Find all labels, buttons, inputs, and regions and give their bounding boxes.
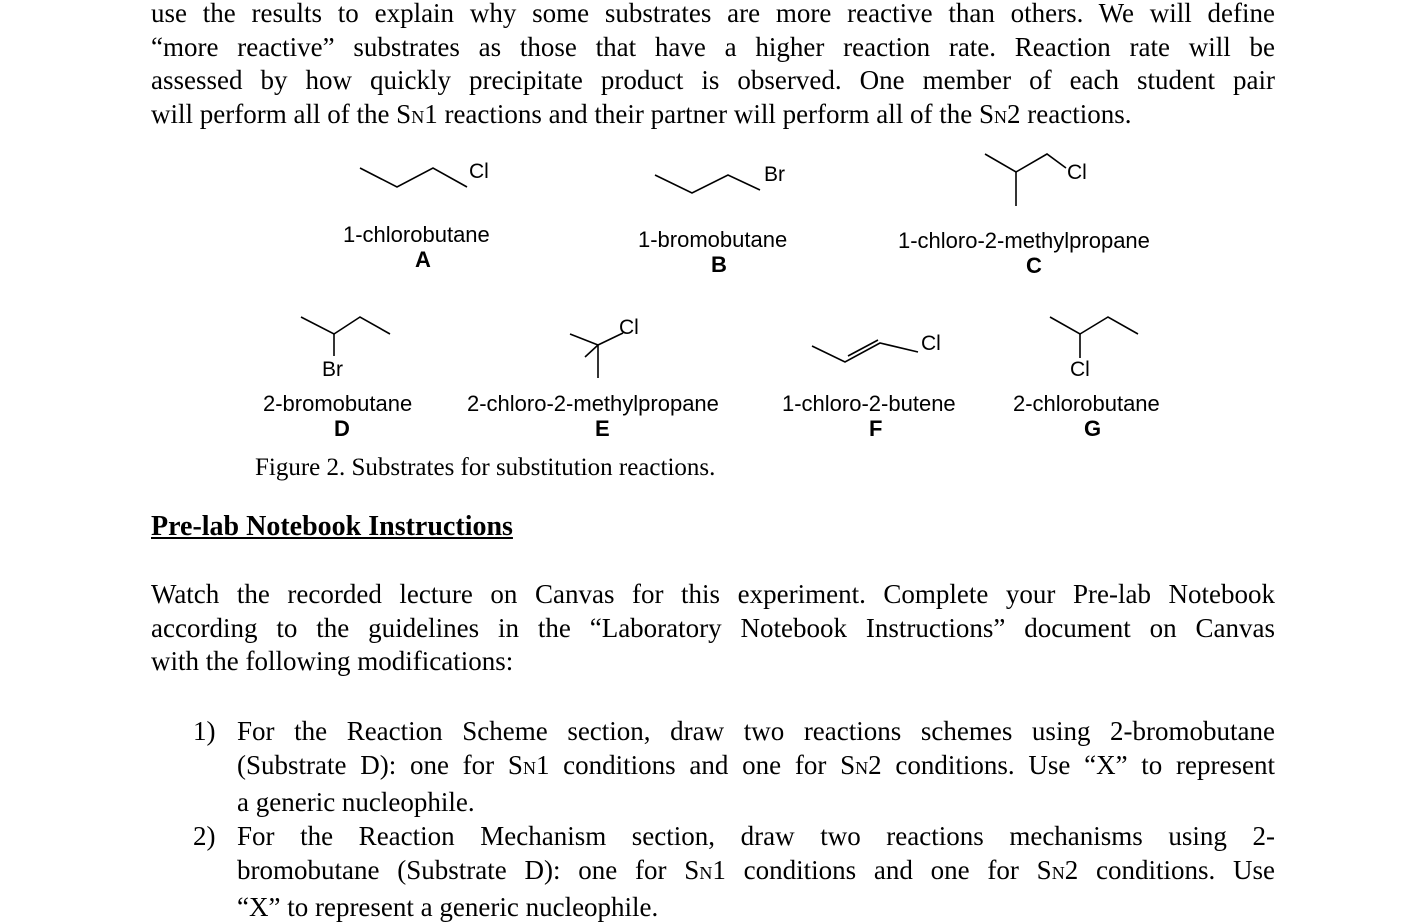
- structure-c-skeleton: [985, 154, 1066, 172]
- substrate-c-name: 1-chloro-2-methylpropane: [898, 228, 1150, 253]
- structure-g-atom: Cl: [1070, 358, 1090, 381]
- structure-f-skeleton: [812, 340, 918, 362]
- list-item-number: 1): [193, 716, 216, 746]
- figure-caption: Figure 2. Substrates for substitution reactions.: [255, 454, 716, 481]
- substrate-b-name: 1-bromobutane: [638, 227, 788, 252]
- substrate-b-letter: B: [711, 252, 727, 277]
- section-line-3: with the following modifications:: [151, 646, 514, 677]
- structure-b-atom: Br: [764, 163, 785, 186]
- intro-line-3: assessed by how quickly precipitate product is observed. One member of each student pair: [151, 65, 1275, 96]
- substrate-e-letter: E: [595, 416, 610, 441]
- section-line-2: according to the guidelines in the “Laboratory Notebook Instructions” document on Canvas: [151, 612, 1275, 643]
- structure-d-skeleton: [301, 317, 390, 334]
- structure-e-skeleton: [570, 333, 623, 378]
- structure-d-atom: Br: [322, 358, 343, 381]
- section-heading: Pre-lab Notebook Instructions: [151, 511, 513, 542]
- structure-g-skeleton: [1050, 317, 1138, 334]
- structure-a-skeleton: [360, 168, 467, 187]
- section-line-1: Watch the recorded lecture on Canvas for this experiment. Complete your Pre-lab Notebook: [151, 579, 1275, 609]
- structure-e-atom: Cl: [619, 316, 639, 339]
- substrate-d-letter: D: [334, 416, 350, 441]
- substrate-f-letter: F: [869, 416, 883, 441]
- intro-line-1: use the results to explain why some substrates are more reactive than others. We will define: [151, 0, 1275, 28]
- substrate-d-name: 2-bromobutane: [263, 391, 413, 416]
- substrate-g-name: 2-chlorobutane: [1013, 391, 1160, 416]
- list-item: 1) For the Reaction Scheme section, draw two reactions schemes using 2-bromobutane (Substrate D): one for SN1 conditions and one for SN2 conditions. Use “X” to represent a generic nucleophile.: [193, 716, 1275, 817]
- substrate-c-letter: C: [1026, 253, 1042, 278]
- substrate-f-name: 1-chloro-2-butene: [782, 391, 956, 416]
- structure-c-atom: Cl: [1067, 161, 1087, 184]
- structure-f-atom: Cl: [921, 332, 941, 355]
- substrate-g-letter: G: [1084, 416, 1102, 441]
- section-paragraph: [151, 578, 1275, 679]
- intro-line-2: “more reactive” substrates as those that have a higher reaction rate. Reaction rate will be: [151, 31, 1275, 62]
- structure-b-skeleton: [655, 175, 760, 193]
- substrate-a-letter: A: [415, 247, 431, 272]
- instruction-list: [151, 714, 1275, 924]
- intro-line-4: will perform all of the SN1 reactions and their partner will perform all of the SN2 reactions.: [151, 98, 1132, 129]
- substrate-a-name: 1-chlorobutane: [343, 222, 490, 247]
- structure-a-atom: Cl: [469, 160, 489, 183]
- list-item-number: 2): [193, 821, 216, 851]
- substrate-e-name: 2-chloro-2-methylpropane: [467, 391, 719, 416]
- list-item: 2) For the Reaction Mechanism section, draw two reactions mechanisms using 2- bromobutane (Substrate D): one for SN1 conditions and one for SN2 conditions. Use “X” to represent a generic nucleophile.: [193, 821, 1275, 922]
